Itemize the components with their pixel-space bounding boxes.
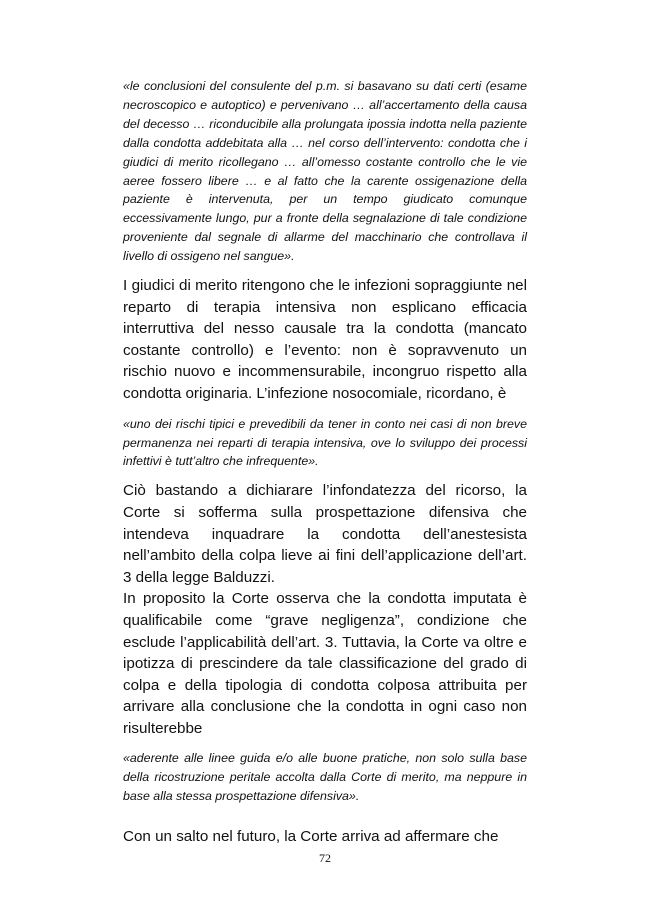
block-quote-2: «uno dei rischi tipici e prevedibili da tener in conto nei casi di non breve permanenza nei reparti di terapia intensiva, ove lo sviluppo dei processi infettivi è tutt’altro che infrequente». bbox=[123, 416, 527, 469]
block-quote-3: «aderente alle linee guida e/o alle buone pratiche, non solo sulla base della ricostruzione peritale accolta dalla Corte di merito, ma neppure in base alla stessa prospettazione difensiva». bbox=[123, 751, 527, 804]
page-number: 72 bbox=[319, 851, 331, 865]
block-quote-1: «le conclusioni del consulente del p.m. si basavano su dati certi (esame necroscopico e autoptico) e pervenivano … all’accertamento della causa del decesso … riconducibile alla prolungata ipossia indotta nella paziente dalla condotta addebitata alla … nel corso dell’intervento: condotta che i giudici di merito ricollegano … all’omesso costante controllo che le vie aeree fossero libere … e al fatto che la carente ossigenazione della paziente è intervenuta, per un tempo giudicato comunque eccessivamente lungo, pur a fronte della segnalazione di tale condizione proveniente dal segnale di allarme del macchinario che controllava il livello di ossigeno nel sangue». bbox=[123, 79, 527, 264]
body-paragraph-1: I giudici di merito ritengono che le infezioni sopraggiunte nel reparto di terapia intensiva non esplicano efficacia interruttiva del nesso causale tra la condotta (mancato costante controllo) e l’evento: non è sopravvenuto un rischio nuovo e incommensurabile, incongruo rispetto alla condotta originaria. L’infezione nosocomiale, ricordano, è bbox=[123, 277, 527, 403]
text-column bbox=[123, 68, 527, 815]
body-paragraph-3: In proposito la Corte osserva che la condotta imputata è qualificabile come “grave negligenza”, condizione che esclude l’applicabilità dell’art. 3. Tuttavia, la Corte va oltre e ipotizza di prescindere da tale classificazione del grado di colpa e della tipologia di condotta colposa attribuita per arrivare alla conclusione che la condotta in ogni caso non risulterebbe bbox=[123, 590, 527, 737]
body-paragraph-4: Con un salto nel futuro, la Corte arriva ad affermare che bbox=[123, 828, 499, 845]
body-paragraph-2: Ciò bastando a dichiarare l’infondatezza del ricorso, la Corte si sofferma sulla prospettazione difensiva che intendeva inquadrare la condotta dell’anestesista nell’ambito della colpa lieve ai fini dell’applicazione dell’art. 3 della legge Balduzzi. bbox=[123, 482, 527, 586]
